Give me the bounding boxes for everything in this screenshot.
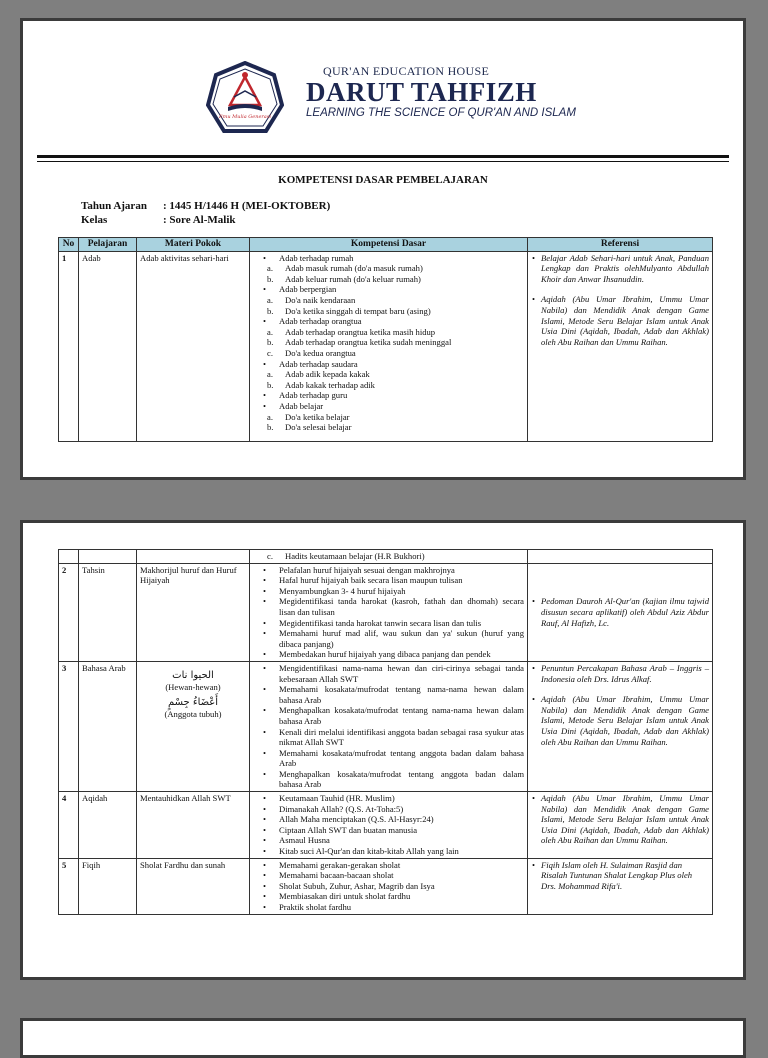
term-translation: (Hewan-hewan)	[165, 681, 221, 692]
row-subject: Aqidah	[79, 792, 137, 859]
letterhead	[23, 21, 743, 171]
row-topic: Mentauhidkan Allah SWT	[137, 792, 250, 859]
table-header-row	[59, 238, 713, 252]
row-subject: Fiqih	[79, 858, 137, 914]
list-item: • Allah Maha menciptakan (Q.S. Al-Hasyr:24)	[253, 814, 524, 825]
list-item: • Megidentifikasi tanda harokat (kasroh, fathah dan dhomah) secara lisan dan tulisan	[253, 596, 524, 617]
reference-item: • Pedoman Dauroh Al-Qur'an (kajian ilmu tajwid disusun secara aplikatif) oleh Abdul Aziz Abdur Rauf, Al Hafizh, Lc.	[531, 596, 709, 628]
list-item: • Membedakan huruf hijaiyah yang dibaca panjang dan pendek	[253, 649, 524, 660]
list-item: • Megidentifikasi tanda harokat tanwin secara lisan dan tulis	[253, 618, 524, 629]
page-1	[20, 18, 746, 480]
table-row	[59, 251, 713, 441]
reference-item: • Aqidah (Abu Umar Ibrahim, Ummu Umar Nabila) dan Mendidik Anak dengan Game Islami, Metode Seru Belajar Islam untuk Anak Usia Dini (Aqidah, Ibadah, Adab dan Akhlak) oleh Abu Raihan dan Ummu Raihan.	[531, 694, 709, 747]
list-item: • Adab belajar	[253, 401, 524, 412]
list-item: • Hafal huruf hijaiyah baik secara lisan maupun tulisan	[253, 575, 524, 586]
list-item: b. Do'a ketika singgah di tempat baru (asing)	[267, 305, 431, 316]
arabic-term: الحيوا نات	[172, 669, 214, 681]
class-value: : Sore Al-Malik	[163, 214, 236, 226]
list-item: • Memahami gerakan-gerakan sholat	[253, 860, 524, 871]
list-item: • Sholat Subuh, Zuhur, Ashar, Magrib dan Isya	[253, 881, 524, 892]
list-item: • Kitab suci Al-Qur'an dan kitab-kitab Allah yang lain	[253, 846, 524, 857]
row-number: 4	[59, 792, 79, 859]
list-item: • Menghapalkan kosakata/mufrodat tentang anggota badan dalam bahasa Arab	[253, 769, 524, 790]
arabic-term: أَعْضَاءُ جِسْمٍ	[167, 697, 219, 709]
col-topic: Materi Pokok	[137, 238, 250, 252]
row-reference	[528, 563, 713, 661]
row-subject: Tahsin	[79, 563, 137, 661]
reference-item: • Belajar Adab Sehari-hari untuk Anak, Panduan Lengkap dan Praktis olehMulyanto Abdullah Khoir dan Anwar Ihsanuddin.	[531, 253, 709, 285]
list-item: c. Hadits keutamaan belajar (H.R Bukhori)	[267, 551, 425, 561]
competency-table	[58, 237, 713, 442]
document-title: KOMPETENSI DASAR PEMBELAJARAN	[278, 174, 488, 186]
reference-item: • Fiqih Islam oleh H. Sulaiman Rasjid dan Risalah Tuntunan Shalat Lengkap Plus oleh Drs. Mohammad Rifa'i.	[531, 860, 709, 892]
table-row	[59, 858, 713, 914]
col-no: No	[59, 238, 79, 252]
row-reference	[528, 661, 713, 791]
list-item: a. Adab adik kepada kakak	[267, 369, 370, 380]
svg-text:Ilmu Mulia Generasi: Ilmu Mulia Generasi	[219, 114, 271, 120]
list-item: a. Adab masuk rumah (do'a masuk rumah)	[267, 263, 423, 274]
row-competency	[250, 550, 528, 564]
list-item: • Memahami bacaan-bacaan sholat	[253, 870, 524, 881]
row-subject: Bahasa Arab	[79, 661, 137, 791]
list-item: b. Adab terhadap orangtua ketika sudah meninggal	[267, 337, 452, 348]
row-competency	[250, 563, 528, 661]
list-item: • Menghapalkan kosakata/mufrodat tentang nama-nama hewan dalam bahasa Arab	[253, 705, 524, 726]
list-item: • Memahami kosakata/mufrodat tentang anggota badan dalam bahasa Arab	[253, 748, 524, 769]
reference-item: • Penuntun Percakapan Bahasa Arab – Inggris – Indonesia oleh Drs. Idrus Alkaf.	[531, 663, 709, 684]
term-translation: (Anggota tubuh)	[164, 708, 222, 719]
academic-year-label: Tahun Ajaran	[81, 200, 147, 212]
reference-item: • Aqidah (Abu Umar Ibrahim, Ummu Umar Nabila) dan Mendidik Anak dengan Game Islami, Metode Seru Belajar Islam untuk Anak Usia Dini (Aqidah, Ibadah, Adab dan Akhlak) oleh Abu Raihan dan Ummu Raihan.	[531, 294, 709, 347]
list-item: b. Do'a selesai belajar	[267, 422, 352, 433]
competency-table-continued	[58, 549, 713, 915]
row-number: 1	[59, 251, 79, 441]
reference-item: • Aqidah (Abu Umar Ibrahim, Ummu Umar Nabila) dan Mendidik Anak dengan Game Islami, Metode Seru Belajar Islam untuk Anak Usia Dini (Aqidah, Ibadah, Adab dan Akhlak) oleh Abu Raihan dan Ummu Raihan.	[531, 793, 709, 846]
list-item: • Adab terhadap saudara	[253, 359, 524, 370]
row-competency	[250, 858, 528, 914]
row-subject: Adab	[79, 251, 137, 441]
row-topic	[137, 661, 250, 791]
school-subtitle: QUR'AN EDUCATION HOUSE	[323, 64, 490, 78]
class-info	[81, 214, 236, 226]
list-item: b. Adab keluar rumah (do'a keluar rumah)	[267, 273, 421, 284]
table-row	[59, 563, 713, 661]
list-item: • Praktik sholat fardhu	[253, 902, 524, 913]
row-topic: Sholat Fardhu dan sunah	[137, 858, 250, 914]
list-item: c. Do'a kedua orangtua	[267, 347, 356, 358]
list-item: • Menyambungkan 3- 4 huruf hijaiyah	[253, 586, 524, 597]
row-reference	[528, 792, 713, 859]
row-competency	[250, 251, 528, 441]
page-2	[20, 520, 746, 980]
list-item: • Adab berpergian	[253, 284, 524, 295]
list-item: • Adab terhadap rumah	[253, 253, 524, 264]
list-item: • Kenali diri melalui identifikasi anggota badan sebagai rasa syukur atas nikmat Allah SWT	[253, 727, 524, 748]
list-item: • Dimanakah Allah? (Q.S. At-Toha:5)	[253, 804, 524, 815]
list-item: • Ciptaan Allah SWT dan buatan manusia	[253, 825, 524, 836]
row-competency	[250, 792, 528, 859]
list-item: • Keutamaan Tauhid (HR. Muslim)	[253, 793, 524, 804]
list-item: • Mengidentifikasi nama-nama hewan dan ciri-cirinya sebagai tanda kebesaraan Allah SWT	[253, 663, 524, 684]
row-reference	[528, 858, 713, 914]
row-number: 3	[59, 661, 79, 791]
academic-year-value: : 1445 H/1446 H (MEI-OKTOBER)	[163, 200, 331, 212]
list-item: a. Adab terhadap orangtua ketika masih hidup	[267, 326, 436, 337]
col-subject: Pelajaran	[79, 238, 137, 252]
col-competency: Kompetensi Dasar	[250, 238, 528, 252]
list-item: • Memahami kosakata/mufrodat tentang nama-nama hewan dalam bahasa Arab	[253, 684, 524, 705]
school-name: DARUT TAHFIZH	[306, 77, 537, 107]
col-reference: Referensi	[528, 238, 713, 252]
list-item: • Memahami huruf mad alif, wau sukun dan ya' sukun (huruf yang dibaca panjang)	[253, 628, 524, 649]
row-reference	[528, 251, 713, 441]
list-item: a. Do'a ketika belajar	[267, 411, 350, 422]
row-topic: Adab aktivitas sehari-hari	[137, 251, 250, 441]
list-item: • Asmaul Husna	[253, 835, 524, 846]
page-3	[20, 1018, 746, 1058]
academic-year	[81, 200, 330, 212]
list-item: • Pelafalan huruf hijaiyah sesuai dengan makhrojnya	[253, 565, 524, 576]
school-logo	[206, 61, 284, 139]
row-topic: Makhorijul huruf dan Huruf Hijaiyah	[137, 563, 250, 661]
row-competency	[250, 661, 528, 791]
row-number: 5	[59, 858, 79, 914]
row-number: 2	[59, 563, 79, 661]
table-row	[59, 792, 713, 859]
list-item: • Membiasakan diri untuk sholat fardhu	[253, 891, 524, 902]
list-item: a. Do'a naik kendaraan	[267, 294, 356, 305]
list-item: • Adab terhadap guru	[253, 390, 524, 401]
school-tagline: LEARNING THE SCIENCE OF QUR'AN AND ISLAM	[306, 107, 576, 119]
table-row	[59, 661, 713, 791]
table-row	[59, 550, 713, 564]
class-label: Kelas	[81, 214, 108, 226]
header-rule-thick	[37, 155, 729, 158]
list-item: b. Adab kakak terhadap adik	[267, 379, 375, 390]
header-rule-thin	[37, 161, 729, 162]
list-item: • Adab terhadap orangtua	[253, 316, 524, 327]
